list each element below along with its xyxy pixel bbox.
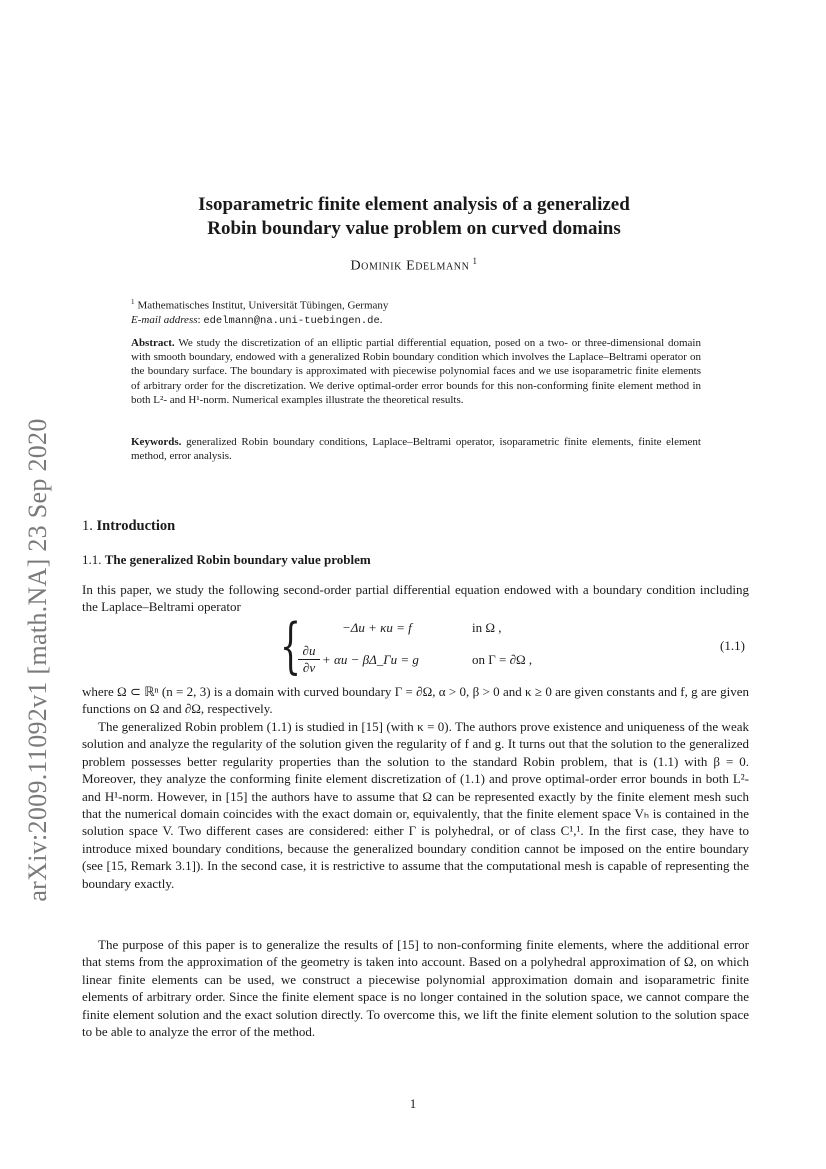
email-link[interactable]: edelmann@na.uni-tuebingen.de [203,314,380,327]
arxiv-stamp: arXiv:2009.11092v1 [math.NA] 23 Sep 2020 [23,418,52,902]
abstract [131,336,701,407]
equation-line-1: −Δu + κu = f [342,620,412,635]
page-number: 1 [409,1096,417,1111]
author-footnote-mark: 1 [472,256,478,266]
equation-1-1 [280,612,760,680]
equation-line-2: + αu − βΔ_Γu = g [322,652,419,667]
fraction-numerator: ∂u [298,643,320,660]
email-label: E-mail address [131,313,198,326]
affiliation: Mathematisches Institut, Universität Tübingen, Germany [137,299,389,312]
title-line-1: Isoparametric finite element analysis of a generalized [198,194,630,215]
paragraph-purpose: The purpose of this paper is to generalize the results of [15] to non-conforming finite elements, where the additional error that stems from the approximation of the geometry is taken into account. Based on a polyhedral approximation of Ω, on which linear finite elements can be used, we construct a piecewise polynomial approximation domain and isoparametric finite elements of arbitrary order. Since the finite element space is no longer contained in the solution space, we cannot compare the finite element solution and the exact solution directly. To overcome this, we lift the finite element solution to the solution space to be able to analyze the error of the method. [82,937,749,1040]
author-name: Dominik Edelmann [350,258,470,274]
equation-number: (1.1) [720,638,745,653]
subsection-number: 1.1. [82,552,102,567]
brace-symbol: { [280,611,302,681]
subsection-title: The generalized Robin boundary value problem [104,552,371,567]
section-number: 1. [82,518,93,534]
keywords [131,435,701,463]
equation-condition-2: on Γ = ∂Ω , [472,652,533,667]
affiliation-block: $^1$ Mathematisches Institut, Universität Tübingen, Germany E-mail address: edelmann@na.uni-tuebingen.de. [131,298,389,327]
author [100,256,728,275]
abstract-text: We study the discretization of an elliptic partial differential equation, posed on a two- or three-dimensional domain with smooth boundary, endowed with a generalized Robin boundary condition which involves the Laplace–Beltrami operator on the boundary surface. The boundary is approximated with piecewise polynomial faces and we use isoparametric finite elements of arbitrary order for the discretization. We derive optimal-order error bounds for this non-conforming finite element method in both L²- and H¹-norm. Numerical examples illustrate the theoretical results. [131,337,701,406]
affiliation-mark: 1 [131,298,135,306]
paper-title [100,193,728,241]
fraction-denominator: ∂ν [302,660,316,675]
section-heading [82,518,175,535]
equation-fraction [298,643,320,676]
paragraph-where: where Ω ⊂ ℝⁿ (n = 2, 3) is a domain with curved boundary Γ = ∂Ω, α > 0, β > 0 and κ ≥ 0 are given constants and f, g are given functions on Ω and ∂Ω, respectively. [82,684,749,717]
subsection-heading [82,552,371,568]
paragraph-intro: In this paper, we study the following second-order partial differential equation endowed with a boundary condition including the Laplace–Beltrami operator [82,582,749,615]
keywords-label: Keywords. [131,436,182,448]
keywords-text: generalized Robin boundary conditions, Laplace–Beltrami operator, isoparametric finite elements, finite element method, error analysis. [131,436,701,463]
paragraph-robin: The generalized Robin problem (1.1) is studied in [15] (with κ = 0). The authors prove existence and uniqueness of the weak solution and analyze the regularity of the solution given the regularity of f and g. It turns out that the solution to the generalized problem possesses better regularity properties than the solution to the standard Robin problem, that is (1.1) with β = 0. Moreover, they analyze the conforming finite element discretization of (1.1) and prove optimal-order error bounds in both L²- and H¹-norm. However, in [15] the authors have to assume that Ω can be represented exactly by the finite element mesh such that the numerical domain coincides with the exact domain or, equivalently, that the finite element space Vₕ is contained in the solution space V. Two different cases are considered: either Γ is polyhedral, or of class C¹,¹. In the first case, they have to introduce mixed boundary conditions, because the generalized boundary condition cannot be imposed on the entire boundary (see [15, Remark 3.1]). In the second case, it is restrictive to assume that the computational mesh is capable of representing the boundary exactly. [82,719,749,891]
equation-condition-1: in Ω , [472,620,502,635]
abstract-label: Abstract. [131,337,175,349]
title-line-2: Robin boundary value problem on curved domains [207,218,621,239]
section-title: Introduction [96,518,176,534]
